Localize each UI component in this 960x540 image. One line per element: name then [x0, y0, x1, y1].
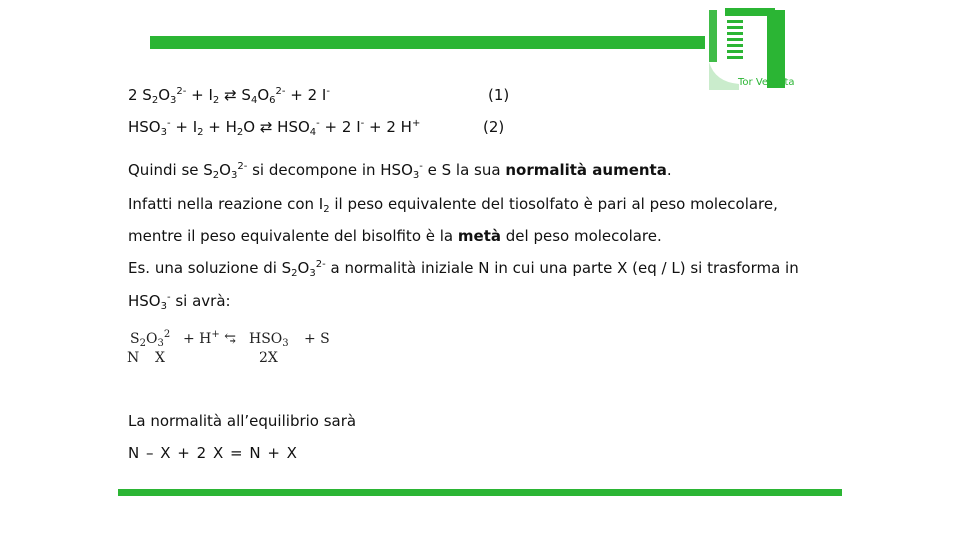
- equation-1: 2 $S_2O_3^{2-} + I_2$ ⇄ $S_4O_6^{2-} + 2$ I-: [128, 86, 330, 106]
- reaction-product-bisulfite: $HSO_3$: [249, 331, 289, 349]
- bottom-accent-bar: [118, 489, 842, 496]
- reaction-quantity-n: N: [127, 350, 140, 366]
- paragraph-bisulfite: mentre il peso equivalente del bisolfito è la metà del peso molecolare.: [128, 227, 662, 245]
- reaction-quantity-x: X: [155, 350, 165, 366]
- paragraph-decomposition: Quindi se $S_2O_3^{2-}$ si decompone in $HSO_3^-$ e S la sua normalità aumenta.: [128, 161, 672, 181]
- reaction-reactant-thiosulfate: $S_2O_3^2$: [130, 329, 171, 349]
- paragraph-equilibrium: La normalità all’equilibrio sarà: [128, 412, 357, 430]
- reaction-proton-arrow: + H+ ⥃: [183, 329, 236, 347]
- equation-2-number: (2): [483, 118, 505, 136]
- paragraph-iodine: Infatti nella reazione con $I_2$ il peso equivalente del tiosolfato è pari al peso molecolare,: [128, 195, 778, 215]
- paragraph-example: Es. una soluzione di $S_2O_3^{2-}$ a normalità iniziale N in cui una parte X (eq / L) si trasforma in: [128, 259, 799, 279]
- reaction-product-sulfur: + S: [304, 331, 330, 347]
- reaction-quantity-2x: 2X: [259, 350, 278, 366]
- equation-1-number: (1): [488, 86, 510, 104]
- equation-normality: N – X + 2 X = N + X: [128, 444, 298, 462]
- paragraph-example-cont: $HSO_3^-$ si avrà:: [128, 292, 231, 312]
- logo-text: Tor Vergata: [738, 77, 795, 88]
- top-accent-bar: [150, 36, 715, 49]
- equation-2: $HSO_3^- + I_2 + H_2O$ ⇄ $HSO_4^- + 2$ I- + 2 H+: [128, 118, 421, 138]
